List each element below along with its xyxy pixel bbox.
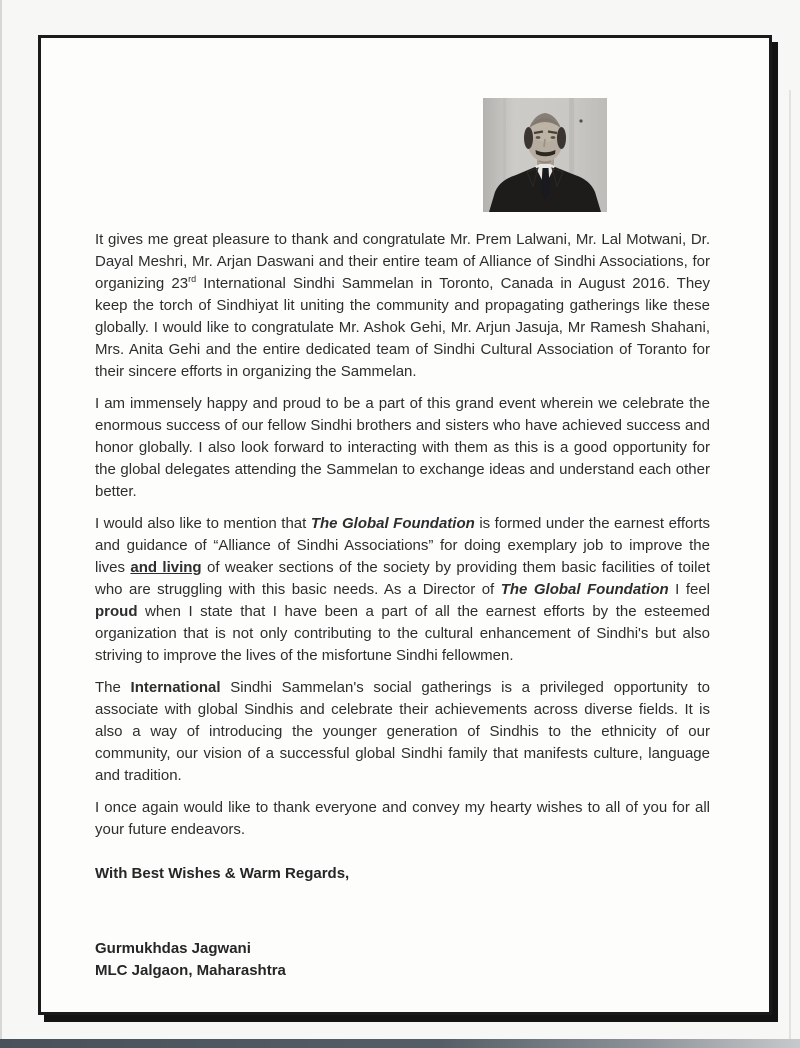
portrait-photo: [483, 98, 607, 212]
scan-edge-artifact-right: [789, 90, 791, 1048]
signature-name: Gurmukhdas Jagwani: [95, 940, 251, 957]
signature-block: [95, 938, 710, 982]
scan-edge-artifact-left: [0, 0, 2, 1048]
paragraph: It gives me great pleasure to thank and congratulate Mr. Prem Lalwani, Mr. Lal Motwani, Dr. Dayal Meshri, Mr. Arjan Daswani and their entire team of Alliance of Sindhi Associations, for organizing 23rd International Sindhi Sammelan in Toronto, Canada in August 2016. They keep the torch of Sindhiyat lit uniting the community and propagating gatherings like these globally. I would like to congratulate Mr. Ashok Gehi, Mr. Arjun Jasuja, Mr Ramesh Shahani, Mrs. Anita Gehi and the entire dedicated team of Sindhi Cultural Association of Toranto for their sincere efforts in organizing the Sammelan.: [95, 231, 710, 380]
portrait-photo-illustration: [483, 98, 607, 212]
letter-border-frame: [38, 35, 772, 1015]
paragraph: I once again would like to thank everyone and convey my hearty wishes to all of you for all your future endeavors.: [95, 799, 710, 838]
closing-line: With Best Wishes & Warm Regards,: [95, 865, 350, 882]
paragraph: The International Sindhi Sammelan's social gatherings is a privileged opportunity to associate with global Sindhis and celebrate their achievements across diverse fields. It is also a way of introducing the younger generation of Sindhis to the ethnicity of our community, our vision of a successful global Sindhi family that manifests culture, language and tradition.: [95, 679, 710, 784]
letter-body: [95, 229, 710, 982]
scan-edge-artifact-bottom: [0, 1039, 800, 1048]
signature-title: MLC Jalgaon, Maharashtra: [95, 962, 286, 979]
letter-content: [41, 38, 769, 1012]
paragraph: I am immensely happy and proud to be a part of this grand event wherein we celebrate the enormous success of our fellow Sindhi brothers and sisters who have achieved success and honor globally. I also look forward to interacting with them as this is a good opportunity for the global delegates attending the Sammelan to exchange ideas and understand each other better.: [95, 395, 710, 500]
paragraph: I would also like to mention that The Global Foundation is formed under the earnest efforts and guidance of “Alliance of Sindhi Associations” for doing exemplary job to improve the lives and living of weaker sections of the society by providing them basic facilities of toilet who are struggling with this basic needs. As a Director of The Global Foundation I feel proud when I state that I have been a part of all the earnest efforts by the esteemed organization that is not only contributing to the cultural enhancement of Sindhi's but also striving to improve the lives of the misfortune Sindhi fellowmen.: [95, 515, 711, 664]
